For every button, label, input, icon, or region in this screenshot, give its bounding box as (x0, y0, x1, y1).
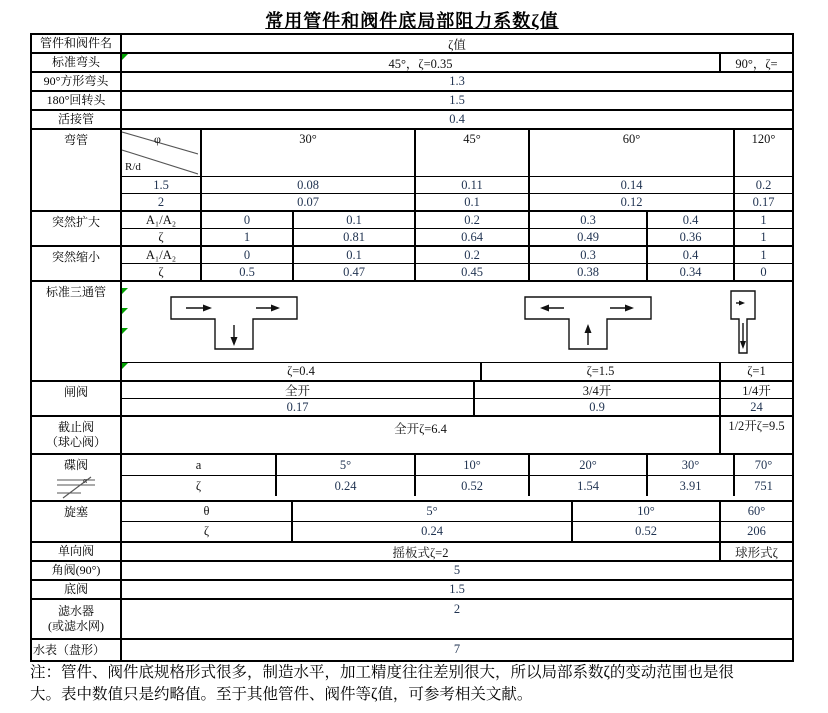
sudden-expansion-label: 突然扩大 (32, 212, 122, 245)
excel-flag-icon (122, 328, 128, 334)
value-cell: 0 (200, 212, 292, 228)
value-cell: 60° (719, 502, 792, 521)
value-cell: 0.1 (414, 194, 528, 210)
bend-rd-label: R/d (125, 161, 141, 173)
value-cell: 0.17 (733, 194, 792, 210)
value-cell: 0 (733, 264, 792, 280)
butterfly-zeta-row (122, 476, 792, 496)
return-bend-value: 1.5 (449, 93, 465, 107)
expansion-ratio-row (122, 212, 792, 229)
globe-valve-half-value: 1/2开ζ=9.5 (719, 417, 792, 453)
bend-rd2: 2 (157, 194, 165, 209)
value-cell: 0.45 (414, 264, 528, 280)
value-cell: 0.4 (646, 247, 733, 263)
butterfly-angle-label: a (195, 457, 202, 472)
cock-theta-label: θ (203, 504, 210, 518)
row-header (32, 35, 792, 54)
value-cell: 0.2 (414, 212, 528, 228)
value-cell: 0.81 (292, 229, 414, 245)
bend-angle-120: 120° (733, 130, 792, 176)
expansion-zeta-row (122, 229, 792, 245)
area-ratio-label: A₁/A₂ (145, 212, 177, 227)
value-cell: 0.36 (646, 229, 733, 245)
value-cell: 1.54 (528, 476, 646, 496)
section-butterfly-valve (32, 455, 792, 502)
gate-open-34: 3/4开 (473, 382, 719, 398)
value-cell: 1 (733, 247, 792, 263)
section-gate-valve (32, 382, 792, 417)
contraction-zeta-row (122, 264, 792, 280)
section-bend-pipe (32, 130, 792, 212)
value-cell: 0.5 (200, 264, 292, 280)
bend-pipe-label: 弯管 (32, 130, 122, 210)
check-valve-ball-value: 球形式ζ (719, 543, 792, 560)
value-cell: 3.91 (646, 476, 733, 496)
standard-elbow-90-value: 90°，ζ= (719, 54, 792, 71)
row-check-valve (32, 543, 792, 562)
value-cell: 10° (414, 455, 528, 475)
bend-angle-45: 45° (414, 130, 528, 176)
tee-flow-diverging-branch-up-icon (520, 287, 656, 357)
butterfly-valve-label: 碟阀 α (32, 455, 122, 500)
pipe-entry-vertical-icon (728, 287, 758, 359)
strainer-value: 2 (453, 602, 461, 616)
value-cell: 0.1 (292, 247, 414, 263)
section-sudden-contraction (32, 247, 792, 282)
value-cell: 0.17 (286, 399, 309, 414)
strainer-label: 滤水器 (或滤水网) (32, 600, 122, 638)
value-cell: 206 (719, 522, 792, 541)
value-cell: 0.1 (292, 212, 414, 228)
foot-valve-label: 底阀 (32, 581, 122, 598)
value-cell: 10° (571, 502, 719, 521)
section-standard-tee (32, 282, 792, 382)
standard-elbow-45-value: 45°，ζ=0.35 (122, 54, 719, 71)
sudden-contraction-label: 突然缩小 (32, 247, 122, 280)
footnote-line-2: 大。表中数值只是约略值。至于其他管件、阀件等ζ值，可参考相关文献。 (30, 686, 533, 703)
row-water-meter (32, 640, 792, 660)
tee-diagrams-cell (122, 282, 792, 362)
gate-valve-opening-row (122, 382, 792, 399)
excel-flag-icon (122, 54, 128, 60)
angle-valve-value: 5 (453, 563, 461, 577)
page-title: 常用管件和阀件底局部阻力系数ζ值 (265, 11, 559, 31)
value-cell: 0.12 (528, 194, 733, 210)
value-cell: 1 (733, 229, 792, 245)
bend-row-rd2 (122, 194, 792, 210)
bend-phi-label: φ (154, 132, 161, 146)
value-cell: 30° (646, 455, 733, 475)
butterfly-angle-row (122, 455, 792, 476)
zeta-label: ζ (158, 264, 164, 279)
row-return-bend (32, 92, 792, 111)
bend-row-rd15 (122, 177, 792, 194)
value-cell: 0.08 (200, 177, 414, 193)
area-ratio-label: A₁/A₂ (145, 247, 177, 262)
standard-tee-label: 标准三通管 (32, 282, 122, 380)
value-cell: 0.49 (528, 229, 646, 245)
excel-flag-icon (122, 288, 128, 294)
cock-zeta-row (122, 522, 792, 541)
row-foot-valve (32, 581, 792, 600)
water-meter-label: 水表（盘形） (32, 640, 122, 660)
tee-zeta-row (122, 363, 792, 380)
butterfly-valve-symbol-icon (53, 474, 99, 500)
section-sudden-expansion (32, 212, 792, 247)
union-value: 0.4 (449, 112, 465, 126)
value-cell: 0.11 (414, 177, 528, 193)
value-cell: 1 (733, 212, 792, 228)
svg-text:α: α (83, 476, 88, 485)
tee-diagram-row (122, 282, 792, 363)
section-globe-valve (32, 417, 792, 455)
gate-valve-label: 闸阀 (32, 382, 122, 415)
globe-valve-row (122, 417, 792, 453)
value-cell: 0.24 (291, 522, 571, 541)
contraction-ratio-row (122, 247, 792, 264)
bend-diagonal-header-cell (122, 130, 200, 176)
row-strainer (32, 600, 792, 640)
value-cell: 0.64 (414, 229, 528, 245)
tee-zeta-entry: ζ=1 (719, 363, 792, 380)
row-union (32, 111, 792, 130)
value-cell: 24 (719, 399, 792, 415)
union-label: 活接管 (32, 111, 122, 128)
value-cell: 751 (733, 476, 792, 496)
excel-flag-icon (122, 308, 128, 314)
value-cell: 0.52 (414, 476, 528, 496)
value-cell: 5° (291, 502, 571, 521)
gate-valve-value-row (122, 399, 792, 415)
row-angle-valve (32, 562, 792, 581)
value-cell: 0.9 (473, 399, 719, 415)
foot-valve-value: 1.5 (449, 582, 465, 596)
cock-valve-label: 旋塞 (32, 502, 122, 541)
gate-open-14: 1/4开 (719, 382, 792, 398)
square-elbow-label: 90°方形弯头 (32, 73, 122, 90)
tee-flow-through-branch-down-icon (166, 287, 302, 357)
water-meter-value: 7 (453, 642, 461, 656)
footnote-line-1: 注：管件、阀件底规格形式很多，制造水平，加工精度往往差别很大，所以局部系数ζ的变动范围也是很 (30, 664, 734, 681)
bend-angle-60: 60° (528, 130, 733, 176)
return-bend-label: 180°回转头 (32, 92, 122, 109)
gate-open-full: 全开 (284, 384, 310, 398)
value-cell: 0.2 (733, 177, 792, 193)
tee-zeta-through: ζ=0.4 (122, 363, 480, 380)
header-name-label: 管件和阀件名 (32, 35, 122, 52)
value-cell: 0.52 (571, 522, 719, 541)
value-cell: 0.2 (414, 247, 528, 263)
bend-angle-30: 30° (200, 130, 414, 176)
value-cell: 0 (200, 247, 292, 263)
resistance-coefficient-table (30, 33, 794, 662)
value-cell: 0.3 (528, 212, 646, 228)
globe-valve-label: 截止阀 （球心阀） (32, 417, 122, 453)
value-cell: 0.47 (292, 264, 414, 280)
section-cock-valve (32, 502, 792, 543)
value-cell: 0.24 (275, 476, 414, 496)
excel-flag-icon (122, 363, 128, 369)
row-standard-elbow (32, 54, 792, 73)
value-cell: 0.4 (646, 212, 733, 228)
zeta-label: ζ (195, 478, 202, 493)
value-cell: 20° (528, 455, 646, 475)
globe-valve-open-value: 全开ζ=6.4 (394, 422, 447, 436)
check-valve-swing-value: 摇板式ζ=2 (392, 545, 449, 560)
value-cell: 70° (733, 455, 792, 475)
bend-rd15: 1.5 (153, 177, 169, 192)
value-cell: 0.07 (200, 194, 414, 210)
value-cell: 1 (200, 229, 292, 245)
standard-elbow-label: 标准弯头 (32, 54, 122, 71)
tee-zeta-diverging: ζ=1.5 (480, 363, 719, 380)
value-cell: 0.38 (528, 264, 646, 280)
zeta-label: ζ (203, 524, 210, 538)
angle-valve-label: 角阀(90°) (32, 562, 122, 579)
check-valve-label: 单向阀 (32, 543, 122, 560)
value-cell: 5° (275, 455, 414, 475)
square-elbow-value: 1.3 (449, 74, 465, 88)
header-value-label: ζ值 (448, 37, 466, 52)
cock-angle-row (122, 502, 792, 522)
zeta-label: ζ (158, 229, 164, 244)
row-square-elbow (32, 73, 792, 92)
value-cell: 0.3 (528, 247, 646, 263)
value-cell: 0.14 (528, 177, 733, 193)
bend-angle-header-row (122, 130, 792, 177)
value-cell: 0.34 (646, 264, 733, 280)
